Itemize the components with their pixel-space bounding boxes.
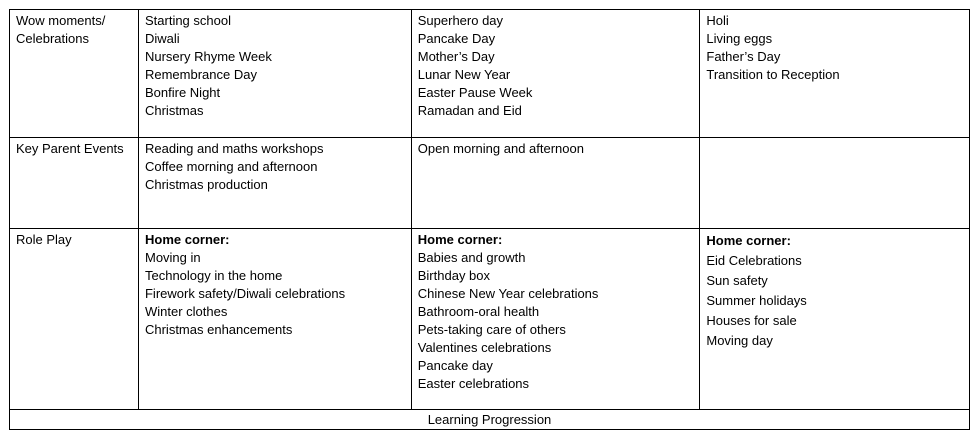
row-label-role-play	[10, 229, 139, 410]
cell-parent-col1	[138, 138, 411, 229]
list-item: Father’s Day	[706, 49, 781, 64]
list-item: Holi	[706, 13, 729, 28]
row-label-key-parent-events	[10, 138, 139, 229]
list-item: Moving day	[706, 333, 773, 348]
list-item: Sun safety	[706, 273, 768, 288]
list-item: Babies and growth	[417, 250, 526, 265]
cell-role-col3	[700, 229, 970, 410]
table-row-key-parent-events	[10, 138, 970, 229]
list-item: Open morning and afternoon	[417, 141, 584, 156]
cell-heading: Home corner:	[417, 232, 503, 247]
row-label-line: Celebrations	[16, 31, 89, 46]
list-item: Chinese New Year celebrations	[417, 286, 599, 301]
list-item: Ramadan and Eid	[417, 103, 522, 118]
list-item: Starting school	[144, 13, 231, 28]
cell-role-col2	[411, 229, 700, 410]
list-item: Christmas production	[144, 177, 268, 192]
cell-wow-col2	[411, 10, 700, 138]
list-item: Summer holidays	[706, 293, 807, 308]
cell-heading: Home corner:	[706, 233, 791, 248]
list-item: Remembrance Day	[144, 67, 257, 82]
list-item: Valentines celebrations	[417, 340, 552, 355]
cell-wow-col3	[700, 10, 970, 138]
cell-wow-col1	[138, 10, 411, 138]
cell-heading: Home corner:	[144, 232, 230, 247]
list-item: Nursery Rhyme Week	[144, 49, 272, 64]
cell-role-col1	[138, 229, 411, 410]
list-item: Easter celebrations	[417, 376, 530, 391]
list-item: Houses for sale	[706, 313, 797, 328]
cell-parent-col3	[700, 138, 970, 229]
list-item: Eid Celebrations	[706, 253, 802, 268]
table-row-wow-moments	[10, 10, 970, 138]
row-label-line: Role Play	[16, 232, 72, 247]
list-item: Lunar New Year	[417, 67, 511, 82]
table-row-footer	[10, 410, 970, 430]
learning-progression-footer: Learning Progression	[10, 410, 970, 430]
list-item: Diwali	[144, 31, 180, 46]
list-item: Coffee morning and afternoon	[144, 159, 318, 174]
list-item: Bonfire Night	[144, 85, 221, 100]
list-item: Christmas enhancements	[144, 322, 293, 337]
list-item: Living eggs	[706, 31, 773, 46]
list-item: Moving in	[144, 250, 201, 265]
table-row-role-play	[10, 229, 970, 410]
list-item: Easter Pause Week	[417, 85, 533, 100]
list-item: Winter clothes	[144, 304, 228, 319]
row-label-line: Key Parent Events	[16, 141, 124, 156]
list-item: Christmas	[144, 103, 204, 118]
list-item: Bathroom-oral health	[417, 304, 540, 319]
list-item: Technology in the home	[144, 268, 283, 283]
list-item: Transition to Reception	[706, 67, 840, 82]
cell-parent-col2	[411, 138, 700, 229]
list-item: Pancake day	[417, 358, 493, 373]
list-item: Pets-taking care of others	[417, 322, 566, 337]
list-item: Firework safety/Diwali celebrations	[144, 286, 346, 301]
list-item: Reading and maths workshops	[144, 141, 324, 156]
list-item: Birthday box	[417, 268, 491, 283]
list-item: Superhero day	[417, 13, 504, 28]
list-item: Pancake Day	[417, 31, 496, 46]
row-label-line: Wow moments/	[16, 13, 106, 28]
row-label-wow-moments	[10, 10, 139, 138]
list-item: Mother’s Day	[417, 49, 495, 64]
curriculum-table	[9, 9, 970, 430]
